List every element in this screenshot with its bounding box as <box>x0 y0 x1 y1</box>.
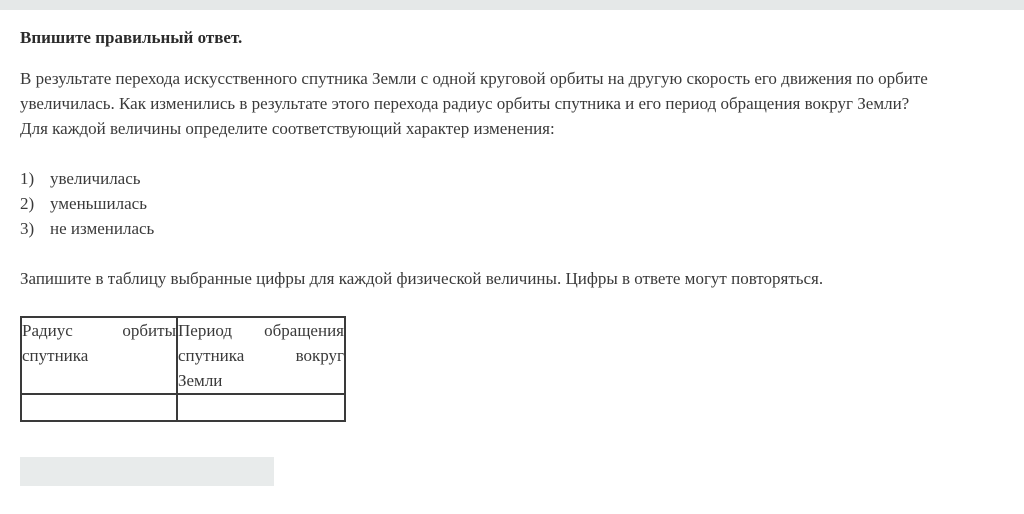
instruction-text: Запишите в таблицу выбранные цифры для каждой физической величины. Цифры в ответе могут повторяться. <box>20 269 824 288</box>
answer-cell-period[interactable] <box>177 394 345 421</box>
answer-input-radius[interactable] <box>22 396 176 421</box>
option-label: уменьшилась <box>50 194 147 213</box>
option-item <box>20 166 1004 191</box>
option-label: увеличилась <box>50 169 141 188</box>
submit-button[interactable] <box>20 457 274 486</box>
question-line: Для каждой величины определите соответствующий характер изменения: <box>20 119 555 138</box>
task-content <box>20 26 1004 291</box>
answer-cell-radius[interactable] <box>21 394 177 421</box>
task-heading: Впишите правильный ответ. <box>20 28 243 47</box>
option-number: 2) <box>20 194 35 213</box>
question-text <box>20 66 1004 141</box>
option-number: 1) <box>20 169 35 188</box>
header-radius: Радиус орбиты спутника <box>21 317 177 394</box>
header-period: Период обращения спутника вокруг Земли <box>177 317 345 394</box>
question-line: В результате перехода искусственного спутника Земли с одной круговой орбиты на другую скорость его движения по орбите <box>20 69 928 88</box>
option-label: не изменилась <box>50 219 155 238</box>
option-item <box>20 191 1004 216</box>
option-number: 3) <box>20 219 35 238</box>
answer-table <box>20 316 346 422</box>
top-bar <box>0 0 1024 10</box>
options-list <box>20 166 1004 241</box>
table-header-row <box>21 317 345 394</box>
answer-input-period[interactable] <box>178 396 344 421</box>
table-answer-row <box>21 394 345 421</box>
option-item <box>20 216 1004 241</box>
question-line: увеличилась. Как изменились в результате этого перехода радиус орбиты спутника и его период обращения вокруг Земли? <box>20 94 910 113</box>
